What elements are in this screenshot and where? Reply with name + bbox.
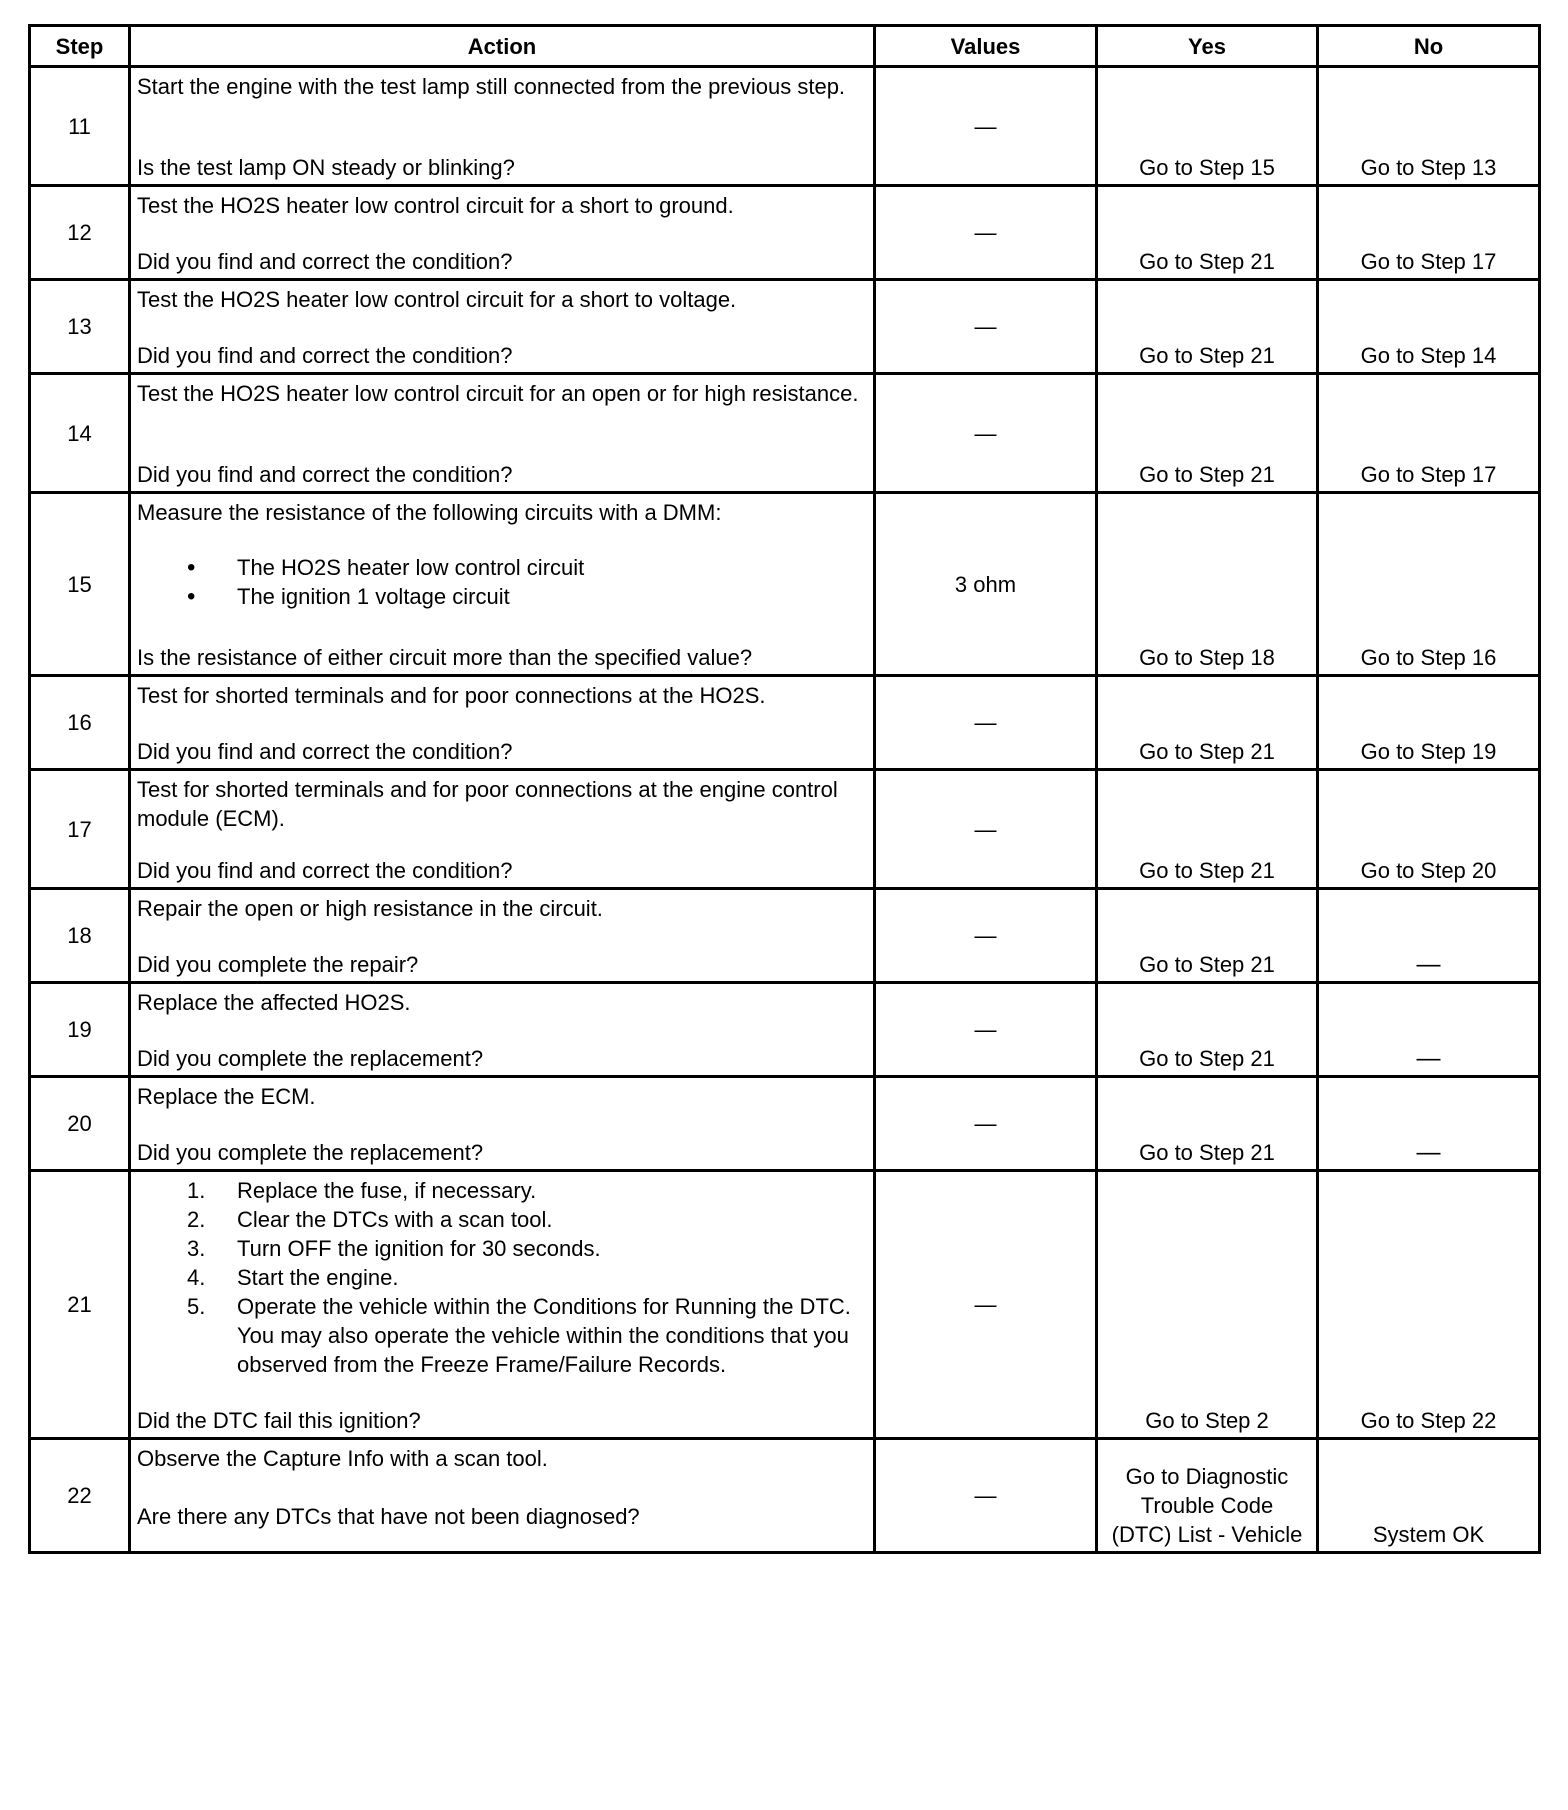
list-text: Turn OFF the ignition for 30 seconds.	[237, 1236, 601, 1261]
table-row	[30, 1077, 1540, 1171]
value-cell: —	[875, 770, 1097, 889]
no-text: Go to Step 19	[1360, 739, 1497, 764]
step-number: 22	[30, 1439, 130, 1553]
yes-text: Go to Step 2	[1145, 1408, 1269, 1433]
yes-cell	[1097, 374, 1318, 493]
yes-text: Go to Step 21	[1139, 462, 1275, 487]
value-cell: —	[875, 186, 1097, 280]
question-text: Did you find and correct the condition?	[137, 249, 513, 274]
table-row	[30, 280, 1540, 374]
no-text: Go to Step 20	[1360, 858, 1497, 883]
table-row	[30, 676, 1540, 770]
value-cell: —	[875, 67, 1097, 186]
yes-text: Go to Step 21	[1139, 952, 1275, 977]
value-cell: —	[875, 374, 1097, 493]
list-item	[187, 1292, 867, 1379]
value-cell: —	[875, 1439, 1097, 1553]
action-text: Repair the open or high resistance in the circuit.	[137, 896, 603, 921]
action-cell	[130, 1171, 875, 1439]
no-cell	[1318, 67, 1540, 186]
no-cell	[1318, 1171, 1540, 1439]
diagnostic-table	[28, 24, 1541, 1554]
no-cell	[1318, 983, 1540, 1077]
step-number: 16	[30, 676, 130, 770]
question-text: Are there any DTCs that have not been diagnosed?	[137, 1504, 640, 1529]
question-text: Did you find and correct the condition?	[137, 462, 513, 487]
action-cell	[130, 1077, 875, 1171]
no-text: —	[1416, 1045, 1441, 1072]
no-text: System OK	[1372, 1522, 1485, 1547]
action-text: Test the HO2S heater low control circuit for a short to ground.	[137, 193, 734, 218]
action-cell	[130, 374, 875, 493]
value-cell: —	[875, 983, 1097, 1077]
list-text: Start the engine.	[237, 1265, 399, 1290]
question-text: Did you complete the repair?	[137, 952, 419, 977]
yes-cell	[1097, 1077, 1318, 1171]
action-cell	[130, 676, 875, 770]
header-row	[30, 26, 1540, 67]
value-cell: —	[875, 889, 1097, 983]
question-text: Did you complete the replacement?	[137, 1046, 484, 1071]
action-cell	[130, 493, 875, 676]
value-cell: —	[875, 676, 1097, 770]
action-text: Replace the ECM.	[137, 1084, 316, 1109]
action-cell	[130, 1439, 875, 1553]
question-text: Did the DTC fail this ignition?	[137, 1408, 421, 1433]
yes-text: Go to Step 21	[1139, 858, 1275, 883]
no-cell	[1318, 1077, 1540, 1171]
yes-cell	[1097, 280, 1318, 374]
value-cell: —	[875, 1171, 1097, 1439]
yes-text: Go to Step 21	[1139, 1140, 1275, 1165]
list-item	[187, 1234, 867, 1263]
list-number: 3.	[187, 1236, 206, 1261]
no-text: —	[1416, 1139, 1441, 1166]
question-text: Is the resistance of either circuit more than the specified value?	[137, 645, 753, 670]
question-text: Did you complete the replacement?	[137, 1140, 484, 1165]
header-no: No	[1318, 26, 1540, 67]
table-row	[30, 1439, 1540, 1553]
table-row	[30, 770, 1540, 889]
table-row	[30, 186, 1540, 280]
value-cell: 3 ohm	[875, 493, 1097, 676]
action-text: Test the HO2S heater low control circuit for a short to voltage.	[137, 287, 737, 312]
step-number: 15	[30, 493, 130, 676]
yes-text: Go to Step 21	[1139, 739, 1275, 764]
bullet-item: • The HO2S heater low control circuit	[187, 553, 867, 582]
list-number: 2.	[187, 1207, 206, 1232]
action-text: Replace the affected HO2S.	[137, 990, 411, 1015]
header-step: Step	[30, 26, 130, 67]
value-cell: —	[875, 280, 1097, 374]
list-text: Replace the fuse, if necessary.	[237, 1178, 537, 1203]
list-item	[187, 1263, 867, 1292]
value-cell: —	[875, 1077, 1097, 1171]
header-action: Action	[130, 26, 875, 67]
yes-text: Go to Step 15	[1139, 155, 1275, 180]
bullet-item: • The ignition 1 voltage circuit	[187, 582, 867, 611]
no-text: Go to Step 13	[1360, 155, 1497, 180]
table-row	[30, 493, 1540, 676]
yes-cell	[1097, 983, 1318, 1077]
yes-text: Go to Step 18	[1139, 645, 1275, 670]
action-cell	[130, 280, 875, 374]
action-cell	[130, 983, 875, 1077]
step-number: 20	[30, 1077, 130, 1171]
list-number: 4.	[187, 1265, 206, 1290]
step-number: 21	[30, 1171, 130, 1439]
yes-cell	[1097, 889, 1318, 983]
no-text: Go to Step 16	[1360, 645, 1497, 670]
yes-cell	[1097, 676, 1318, 770]
question-text: Is the test lamp ON steady or blinking?	[137, 155, 515, 180]
no-text: —	[1416, 951, 1441, 978]
yes-cell	[1097, 493, 1318, 676]
step-number: 18	[30, 889, 130, 983]
list-item	[187, 1205, 867, 1234]
header-yes: Yes	[1097, 26, 1318, 67]
step-number: 14	[30, 374, 130, 493]
step-number: 12	[30, 186, 130, 280]
no-cell	[1318, 280, 1540, 374]
yes-text: Go to Diagnostic Trouble Code (DTC) List - Vehicle	[1111, 1464, 1303, 1547]
no-cell	[1318, 770, 1540, 889]
no-cell	[1318, 676, 1540, 770]
question-text: Did you find and correct the condition?	[137, 739, 513, 764]
question-text: Did you find and correct the condition?	[137, 343, 513, 368]
list-number: 1.	[187, 1178, 206, 1203]
table-row	[30, 889, 1540, 983]
step-number: 11	[30, 67, 130, 186]
question-text: Did you find and correct the condition?	[137, 858, 513, 883]
no-cell	[1318, 493, 1540, 676]
step-number: 19	[30, 983, 130, 1077]
table-row	[30, 67, 1540, 186]
no-text: Go to Step 17	[1360, 249, 1497, 274]
yes-cell	[1097, 186, 1318, 280]
action-cell	[130, 67, 875, 186]
no-cell	[1318, 889, 1540, 983]
bullet-list	[137, 553, 867, 611]
action-text: Observe the Capture Info with a scan tool.	[137, 1446, 548, 1471]
table-row	[30, 374, 1540, 493]
step-number: 13	[30, 280, 130, 374]
no-cell	[1318, 186, 1540, 280]
list-item	[187, 1176, 867, 1205]
yes-cell	[1097, 67, 1318, 186]
action-text: Measure the resistance of the following circuits with a DMM:	[137, 500, 722, 525]
no-cell	[1318, 1439, 1540, 1553]
yes-text: Go to Step 21	[1139, 343, 1275, 368]
numbered-list	[137, 1176, 867, 1379]
yes-cell	[1097, 1439, 1318, 1553]
action-cell	[130, 889, 875, 983]
action-text: Test the HO2S heater low control circuit for an open or for high resistance.	[137, 381, 859, 406]
action-text: Test for shorted terminals and for poor connections at the engine control module (ECM).	[137, 777, 838, 831]
yes-text: Go to Step 21	[1139, 249, 1275, 274]
no-text: Go to Step 22	[1360, 1408, 1497, 1433]
yes-cell	[1097, 770, 1318, 889]
list-number: 5.	[187, 1294, 206, 1319]
action-text: Start the engine with the test lamp still connected from the previous step.	[137, 74, 846, 99]
list-text: Operate the vehicle within the Conditions for Running the DTC. You may also operate the vehicle within the conditions that you observed from the Freeze Frame/Failure Records.	[237, 1294, 851, 1377]
no-text: Go to Step 14	[1360, 343, 1497, 368]
table-row	[30, 983, 1540, 1077]
action-cell	[130, 186, 875, 280]
header-values: Values	[875, 26, 1097, 67]
action-text: Test for shorted terminals and for poor connections at the HO2S.	[137, 683, 766, 708]
yes-cell	[1097, 1171, 1318, 1439]
no-text: Go to Step 17	[1360, 462, 1497, 487]
step-number: 17	[30, 770, 130, 889]
table-row	[30, 1171, 1540, 1439]
list-text: Clear the DTCs with a scan tool.	[237, 1207, 553, 1232]
action-cell	[130, 770, 875, 889]
no-cell	[1318, 374, 1540, 493]
yes-text: Go to Step 21	[1139, 1046, 1275, 1071]
